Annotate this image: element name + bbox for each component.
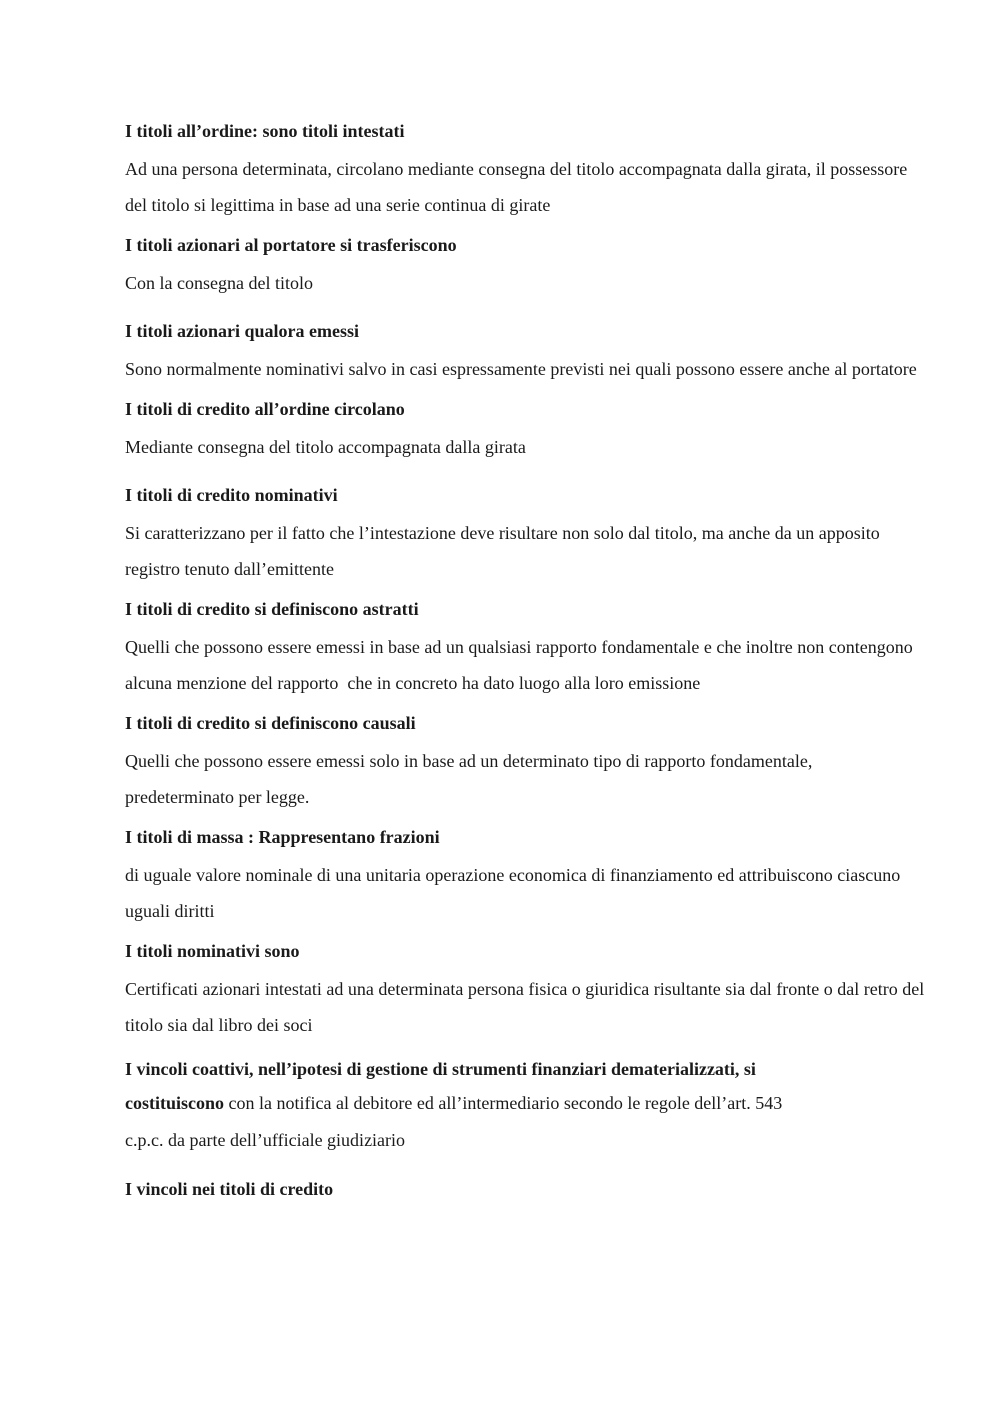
- entry-term: I titoli azionari qualora emessi: [125, 321, 359, 341]
- entry-term: I titoli di massa : Rappresentano frazioni: [125, 827, 440, 847]
- entry-titoli-nominativi: [125, 937, 929, 1043]
- entry-term: I titoli di credito si definiscono causali: [125, 713, 416, 733]
- entry-credito-astratti: [125, 595, 925, 701]
- entry-term: I titoli nominativi sono: [125, 941, 300, 961]
- entry-definition: di uguale valore nominale di una unitaria operazione economica di finanziamento ed attribuiscono ciascuno uguali diritti: [125, 865, 905, 921]
- entry-term: I vincoli coattivi, nell’ipotesi di gestione di strumenti finanziari dematerializzati, si: [125, 1059, 756, 1079]
- entry-azionari-emessi: [125, 317, 925, 387]
- entry-term: I titoli di credito nominativi: [125, 485, 338, 505]
- entry-term: I titoli di credito si definiscono astratti: [125, 599, 419, 619]
- entry-definition: Quelli che possono essere emessi solo in base ad un determinato tipo di rapporto fondamentale, predeterminato per legge.: [125, 751, 817, 807]
- entry-definition: Ad una persona determinata, circolano mediante consegna del titolo accompagnata dalla girata, il possessore del titolo si legittima in base ad una serie continua di girate: [125, 159, 912, 215]
- entry-definition: con la notifica al debitore ed all’intermediario secondo le regole dell’art. 543: [224, 1093, 783, 1113]
- entry-term: I titoli di credito all’ordine circolano: [125, 399, 405, 419]
- entry-definition: Quelli che possono essere emessi in base ad un qualsiasi rapporto fondamentale e che inoltre non contengono alcuna menzione del rapporto che in concreto ha dato luogo alla loro emissione: [125, 637, 918, 693]
- entry-definition: Sono normalmente nominativi salvo in casi espressamente previsti nei quali possono essere anche al portatore: [125, 359, 917, 379]
- entry-credito-nominativi: [125, 481, 925, 587]
- entry-credito-causali: [125, 709, 925, 815]
- entry-mixed-line: [125, 1085, 925, 1121]
- entry-titoli-massa: [125, 823, 925, 929]
- entry-vincoli-titoli: [125, 1175, 925, 1203]
- entry-term: I vincoli nei titoli di credito: [125, 1179, 334, 1199]
- entry-definition: Certificati azionari intestati ad una determinata persona fisica o giuridica risultante sia dal fronte o dal retro del titolo sia dal libro dei soci: [125, 979, 929, 1035]
- entry-definition: Si caratterizzano per il fatto che l’intestazione deve risultare non solo dal titolo, ma anche da un apposito registro tenuto dall’emittente: [125, 523, 885, 579]
- entry-term: I titoli azionari al portatore si trasferiscono: [125, 235, 457, 255]
- entry-azionari-portatore: [125, 231, 925, 301]
- entry-credito-ordine: [125, 395, 925, 465]
- document-page: [125, 117, 929, 1203]
- entry-definition-continuation: c.p.c. da parte dell’ufficiale giudiziario: [125, 1130, 406, 1150]
- entry-titoli-ordine: [125, 117, 925, 223]
- entry-definition: Mediante consegna del titolo accompagnata dalla girata: [125, 437, 526, 457]
- entry-definition: Con la consegna del titolo: [125, 273, 313, 293]
- entry-term: I titoli all’ordine: sono titoli intestati: [125, 121, 405, 141]
- entry-term-continuation: costituiscono: [125, 1093, 224, 1113]
- entry-vincoli-coattivi: [125, 1051, 925, 1159]
